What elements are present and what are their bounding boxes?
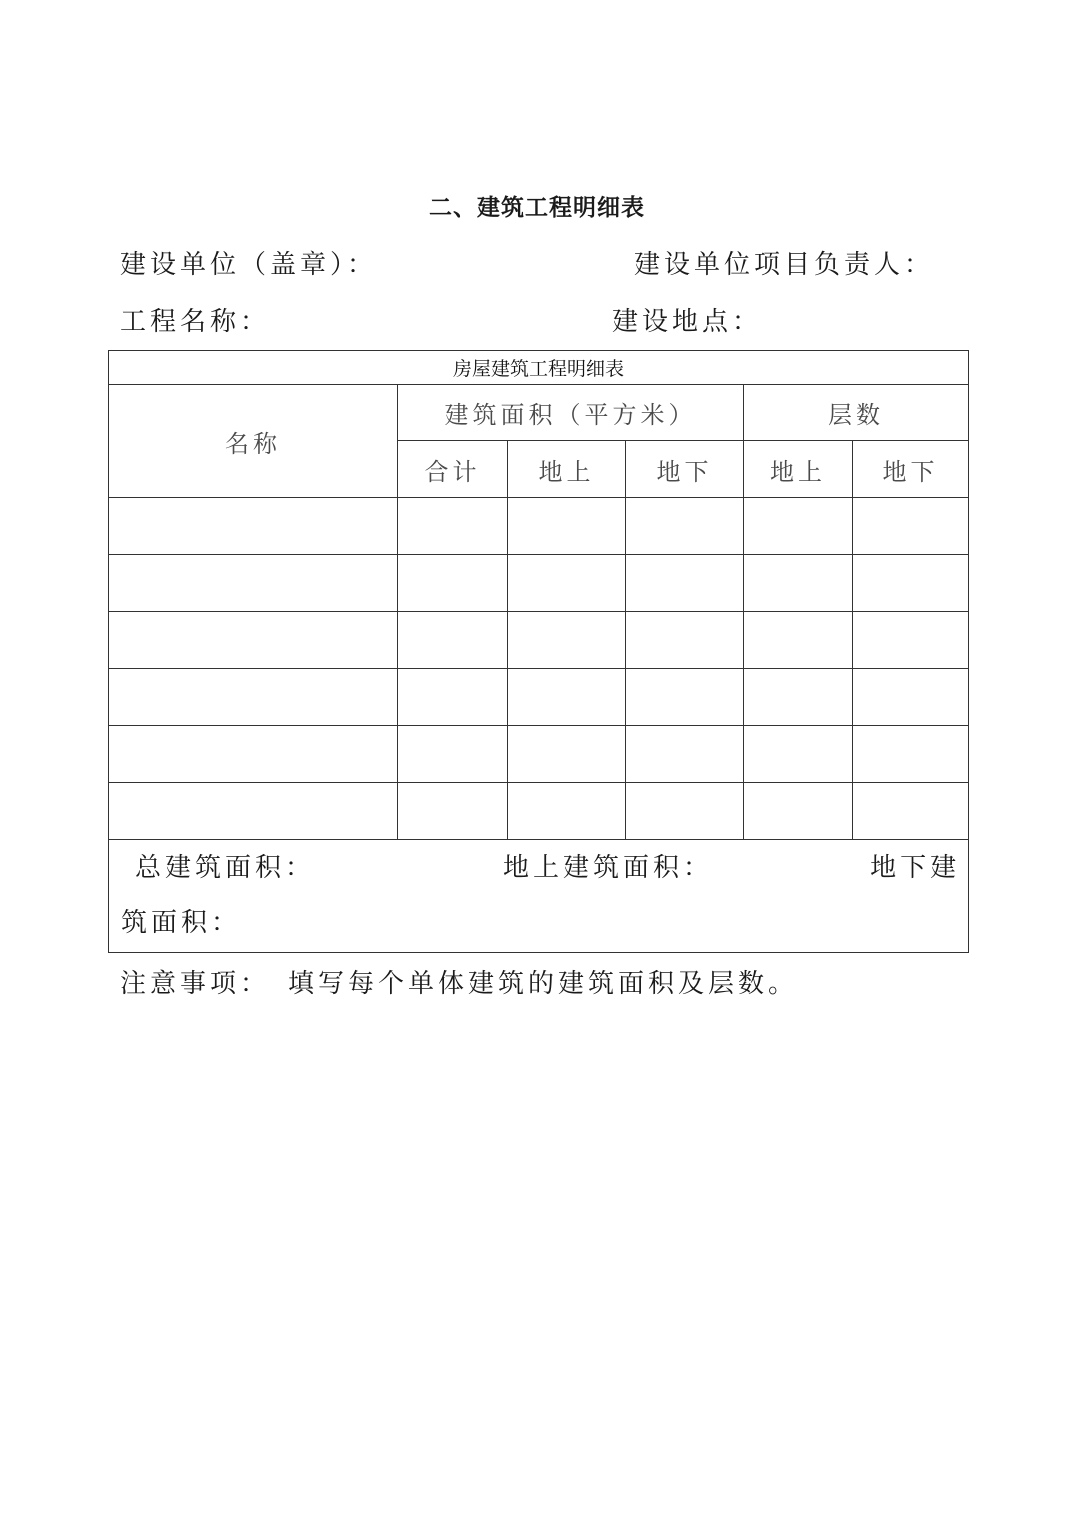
cell-floors-below[interactable] [853,498,969,555]
header-area-total: 合计 [398,441,508,498]
header-floors-below: 地下 [853,441,969,498]
summary-cell [109,840,969,953]
table-row [109,726,969,783]
cell-name[interactable] [109,783,398,840]
header-floors: 层数 [744,385,969,441]
cell-floors-below[interactable] [853,783,969,840]
table-row [109,555,969,612]
construction-location-label: 建设地点： [612,307,763,337]
cell-floors-below[interactable] [853,726,969,783]
cell-name[interactable] [109,669,398,726]
cell-area-above[interactable] [508,612,626,669]
construction-unit-label: 建设单位（盖章）： [120,250,378,280]
table-row [109,783,969,840]
cell-area-total[interactable] [398,555,508,612]
cell-area-total[interactable] [398,783,508,840]
cell-floors-above[interactable] [744,783,853,840]
total-area-label: 总建筑面积： [135,853,316,883]
cell-floors-below[interactable] [853,669,969,726]
cell-area-above[interactable] [508,783,626,840]
cell-floors-above[interactable] [744,555,853,612]
page-title: 二、建筑工程明细表 [429,195,645,221]
table-row [109,498,969,555]
cell-name[interactable] [109,612,398,669]
cell-area-total[interactable] [398,726,508,783]
cell-area-above[interactable] [508,726,626,783]
cell-floors-above[interactable] [744,498,853,555]
header-area-above: 地上 [508,441,626,498]
cell-floors-below[interactable] [853,555,969,612]
cell-area-below[interactable] [626,726,744,783]
note-label: 注意事项： [120,969,271,999]
cell-name[interactable] [109,498,398,555]
cell-floors-above[interactable] [744,726,853,783]
cell-floors-above[interactable] [744,669,853,726]
cell-name[interactable] [109,555,398,612]
table-caption: 房屋建筑工程明细表 [109,351,969,385]
header-building-area: 建筑面积（平方米） [398,385,744,441]
header-area-below: 地下 [626,441,744,498]
note-text: 填写每个单体建筑的建筑面积及层数。 [288,969,799,999]
project-leader-label: 建设单位项目负责人： [634,250,935,280]
project-name-label: 工程名称： [120,307,271,337]
cell-area-above[interactable] [508,498,626,555]
below-ground-area-label: 地下建 [870,853,961,883]
table-row [109,669,969,726]
cell-area-below[interactable] [626,783,744,840]
below-ground-area-label-continued: 筑面积： [121,908,242,938]
cell-area-above[interactable] [508,555,626,612]
cell-area-below[interactable] [626,669,744,726]
cell-area-total[interactable] [398,498,508,555]
note [120,964,798,1004]
cell-area-below[interactable] [626,555,744,612]
cell-floors-below[interactable] [853,612,969,669]
cell-area-below[interactable] [626,612,744,669]
above-ground-area-label: 地上建筑面积： [503,853,714,883]
building-detail-table [108,350,969,953]
table-row [109,612,969,669]
cell-floors-above[interactable] [744,612,853,669]
cell-area-above[interactable] [508,669,626,726]
cell-name[interactable] [109,726,398,783]
cell-area-total[interactable] [398,669,508,726]
header-name: 名称 [109,385,398,498]
cell-area-total[interactable] [398,612,508,669]
header-floors-above: 地上 [744,441,853,498]
cell-area-below[interactable] [626,498,744,555]
